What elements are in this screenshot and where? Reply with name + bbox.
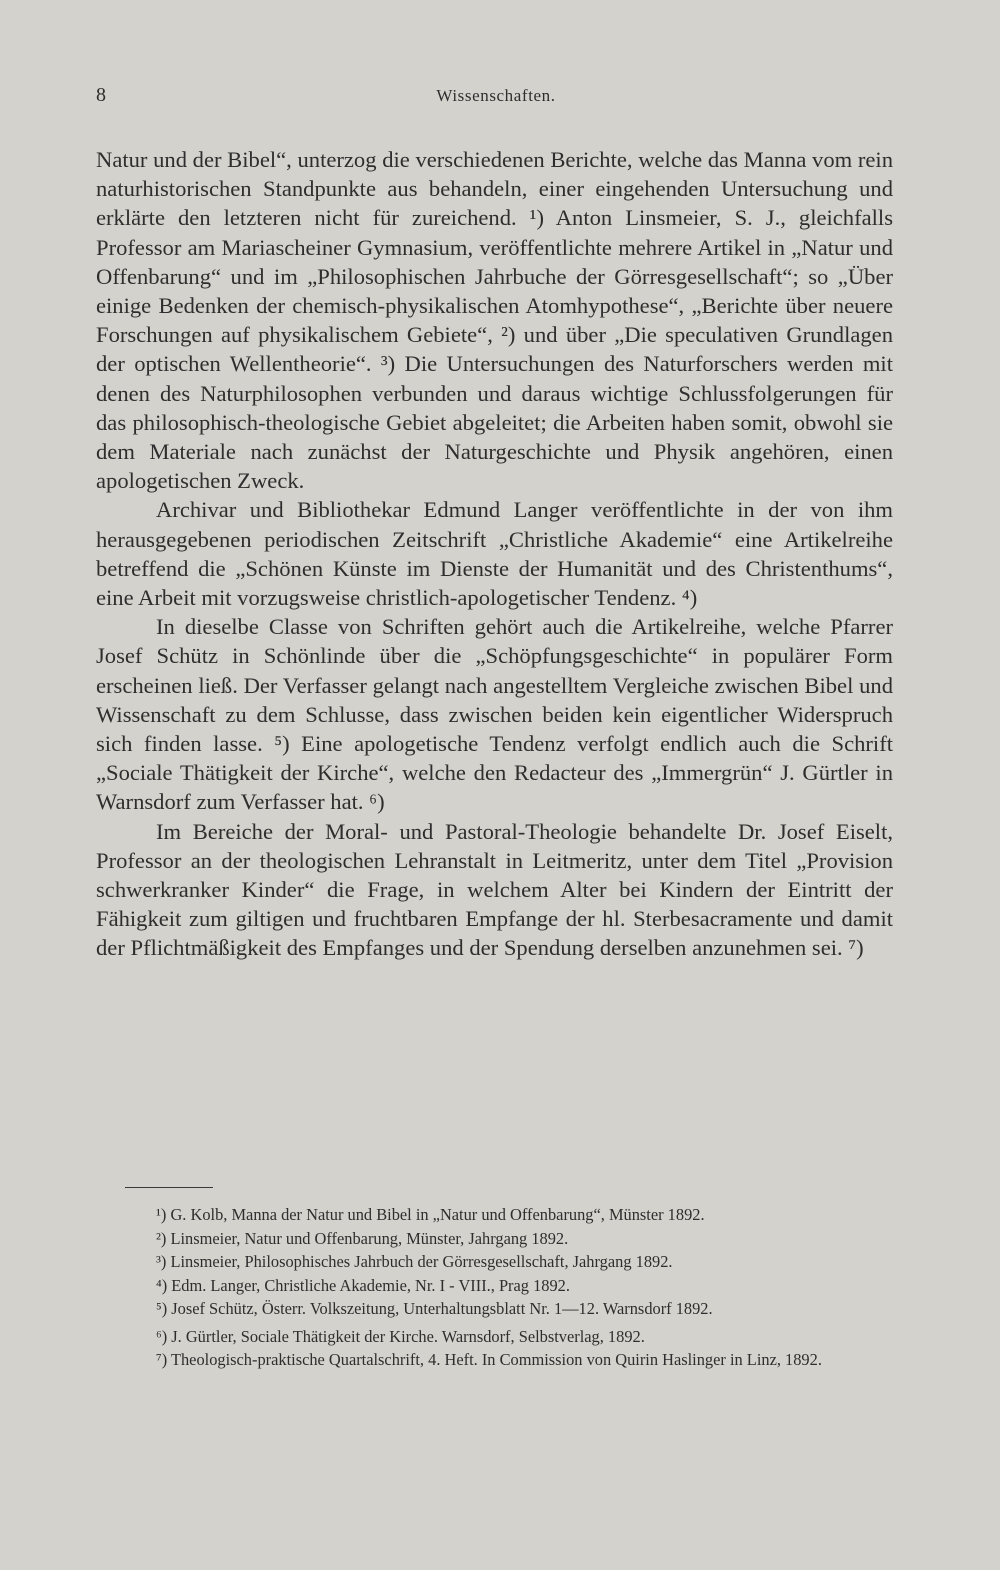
footnote-divider [125, 1187, 213, 1188]
footnote: ⁶) J. Gürtler, Sociale Thätigkeit der Kirche. Warnsdorf, Selbstverlag, 1892. [156, 1326, 645, 1346]
footnote: ³) Linsmeier, Philosophisches Jahrbuch der Görresgesellschaft, Jahrgang 1892. [156, 1252, 673, 1271]
page-header [96, 84, 896, 114]
footnote: ⁴) Edm. Langer, Christliche Akademie, Nr. I - VIII., Prag 1892. [156, 1275, 570, 1295]
page-number: 8 [96, 84, 106, 106]
footnote: ⁵) Josef Schütz, Österr. Volkszeitung, Unterhaltungsblatt Nr. 1—12. Warnsdorf 1892. [156, 1299, 713, 1318]
paragraph: Im Bereiche der Moral- und Pastoral-Theologie behandelte Dr. Josef Eiselt, Professor an der theologischen Lehranstalt in Leitmeritz, unter dem Titel „Provision schwerkranker Kinder“ die Frage, in welchem Alter bei Kindern der Eintritt der Fähigkeit zum giltigen und fruchtbaren Empfange der hl. Sterbesacramente und damit der Pflichtmäßigkeit des Empfanges und der Spendung derselben anzunehmen sei. ⁷) [96, 818, 893, 961]
paragraph: In dieselbe Classe von Schriften gehört auch die Artikelreihe, welche Pfarrer Josef Schütz in Schönlinde über die „Schöpfungsgeschichte“ in populärer Form erscheinen ließ. Der Verfasser gelangt nach angestelltem Vergleiche zwischen Bibel und Wissenschaft zu dem Schlusse, dass zwischen beiden kein eigentlicher Widerspruch sich finden lasse. ⁵) Eine apologetische Tendenz verfolgt endlich auch die Schrift „Sociale Thätigkeit der Kirche“, welche den Redacteur des „Immergrün“ J. Gürtler in Warnsdorf zum Verfasser hat. ⁶) [96, 614, 893, 815]
paragraph: Archivar und Bibliothekar Edmund Langer veröffentlichte in der von ihm herausgegebenen periodischen Zeitschrift „Christliche Akademie“ eine Artikelreihe betreffend die „Schönen Künste im Dienste der Humanität und des Christenthums“, eine Arbeit mit vorzugsweise christlich-apologetischer Tendenz. ⁴) [96, 497, 893, 611]
footnotes [96, 1204, 893, 1373]
footnote: ¹) G. Kolb, Manna der Natur und Bibel in „Natur und Offenbarung“, Münster 1892. [156, 1205, 705, 1224]
footnote: ⁷) Theologisch-praktische Quartalschrift, 4. Heft. In Commission von Quirin Haslinger in Linz, 1892. [156, 1350, 822, 1369]
main-text [96, 145, 893, 963]
running-title: Wissenschaften. [436, 86, 556, 105]
paragraph: Natur und der Bibel“, unterzog die verschiedenen Berichte, welche das Manna vom rein naturhistorischen Standpunkte aus behandeln, einer eingehenden Untersuchung und erklärte den letzteren nicht für zureichend. ¹) Anton Linsmeier, S. J., gleichfalls Professor am Mariascheiner Gymnasium, veröffentlichte mehrere Artikel in „Natur und Offenbarung“ und im „Philosophischen Jahrbuche der Görresgesellschaft“; so „Über einige Bedenken der chemisch-physikalischen Atomhypothese“, „Berichte über neuere Forschungen auf physikalischem Gebiete“, ²) und über „Die speculativen Grundlagen der optischen Wellentheorie“. ³) Die Untersuchungen des Naturforschers werden mit denen des Naturphilosophen verbunden und daraus wichtige Schlussfolgerungen für das philosophisch-theologische Gebiet abgeleitet; die Arbeiten haben somit, obwohl sie dem Materiale nach zunächst der Naturgeschichte und Physik angehören, einen apologetischen Zweck. [96, 147, 893, 494]
footnote: ²) Linsmeier, Natur und Offenbarung, Münster, Jahrgang 1892. [156, 1228, 569, 1248]
